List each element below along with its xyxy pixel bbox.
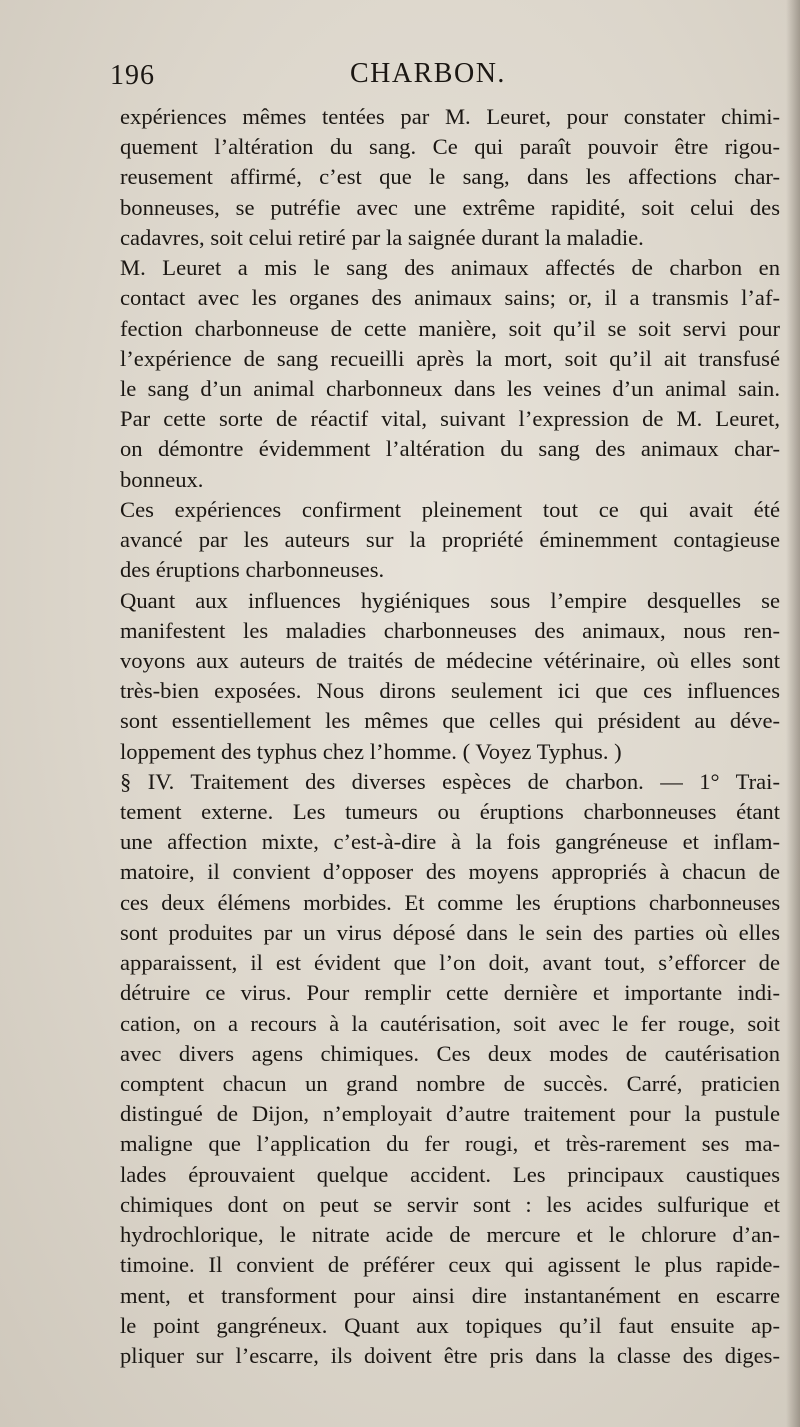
text-line: l’expérience de sang recueilli après la mort, soit qu’il ait transfusé (120, 345, 780, 371)
text-line: avec divers agens chimiques. Ces deux modes de cautérisation (120, 1040, 780, 1066)
text-line: timoine. Il convient de préférer ceux qui agissent le plus rapide- (120, 1252, 780, 1278)
text-line: le point gangréneux. Quant aux topiques qu’il faut ensuite ap- (120, 1312, 780, 1338)
page-number: 196 (110, 60, 155, 91)
text-line: avancé par les auteurs sur la propriété éminemment contagieuse (120, 527, 780, 553)
text-line: matoire, il convient d’opposer des moyens appropriés à chacun de (120, 859, 780, 885)
text-line: bonneuses, se putréfie avec une extrême rapidité, soit celui des (120, 194, 780, 220)
text-line: manifestent les maladies charbonneuses des animaux, nous ren- (120, 617, 780, 643)
text-line: ces deux élémens morbides. Et comme les éruptions charbonneuses (120, 889, 780, 915)
text-line: reusement affirmé, c’est que le sang, dans les affections char- (120, 164, 780, 190)
text-line: chimiques dont on peut se servir sont : les acides sulfurique et (120, 1191, 780, 1217)
text-line: cadavres, soit celui retiré par la saignée durant la maladie. (120, 224, 644, 250)
text-line: sont produites par un virus déposé dans le sein des parties où elles (120, 919, 780, 945)
text-line: § IV. Traitement des diverses espèces de charbon. — 1° Trai- (120, 768, 780, 794)
text-line: M. Leuret a mis le sang des animaux affectés de charbon en (120, 255, 780, 281)
text-line: des éruptions charbonneuses. (120, 557, 385, 583)
text-line: on démontre évidemment l’altération du sang des animaux char- (120, 436, 780, 462)
text-line: très-bien exposées. Nous dirons seulement ici que ces influences (120, 678, 780, 704)
body-text (120, 102, 780, 1371)
text-line: Par cette sorte de réactif vital, suivant l’expression de M. Leuret, (120, 406, 780, 432)
text-line: expériences mêmes tentées par M. Leuret, pour constater chimi- (120, 104, 780, 129)
text-line: hydrochlorique, le nitrate acide de mercure et le chlorure d’an- (120, 1222, 780, 1248)
text-line: lades éprouvaient quelque accident. Les principaux caustiques (120, 1161, 780, 1187)
text-line: ment, et transforment pour ainsi dire instantanément en escarre (120, 1282, 780, 1308)
text-line: sont essentiellement les mêmes que celles qui président au déve- (120, 708, 780, 734)
running-head (0, 52, 800, 96)
text-line: bonneux. (120, 466, 204, 492)
text-line: contact avec les organes des animaux sains; or, il a transmis l’af- (120, 285, 780, 311)
text-line: comptent chacun un grand nombre de succès. Carré, praticien (120, 1071, 780, 1096)
text-line: tement externe. Les tumeurs ou éruptions charbonneuses étant (120, 799, 780, 825)
text-line: Ces expériences confirment pleinement tout ce qui avait été (120, 496, 780, 522)
text-line: apparaissent, il est évident que l’on doit, avant tout, s’efforcer de (120, 950, 780, 976)
text-line: pliquer sur l’escarre, ils doivent être pris dans la classe des diges- (120, 1342, 780, 1368)
text-line: maligne que l’application du fer rougi, et très-rarement ses ma- (120, 1131, 780, 1157)
text-line: une affection mixte, c’est-à-dire à la fois gangréneuse et inflam- (120, 829, 780, 855)
text-line: distingué de Dijon, n’employait d’autre traitement pour la pustule (120, 1101, 780, 1127)
running-title: CHARBON. (350, 58, 506, 89)
text-line: quement l’altération du sang. Ce qui paraît pouvoir être rigou- (120, 134, 780, 160)
text-line: détruire ce virus. Pour remplir cette dernière et importante indi- (120, 980, 780, 1006)
text-line: cation, on a recours à la cautérisation, soit avec le fer rouge, soit (120, 1010, 780, 1036)
text-line: voyons aux auteurs de traités de médecine vétérinaire, où elles sont (120, 647, 780, 673)
text-line: Quant aux influences hygiéniques sous l’empire desquelles se (120, 587, 780, 613)
text-line: le sang d’un animal charbonneux dans les veines d’un animal sain. (120, 375, 780, 401)
text-line: loppement des typhus chez l’homme. ( Voyez Typhus. ) (120, 738, 622, 764)
text-line: fection charbonneuse de cette manière, soit qu’il se soit servi pour (120, 315, 780, 341)
